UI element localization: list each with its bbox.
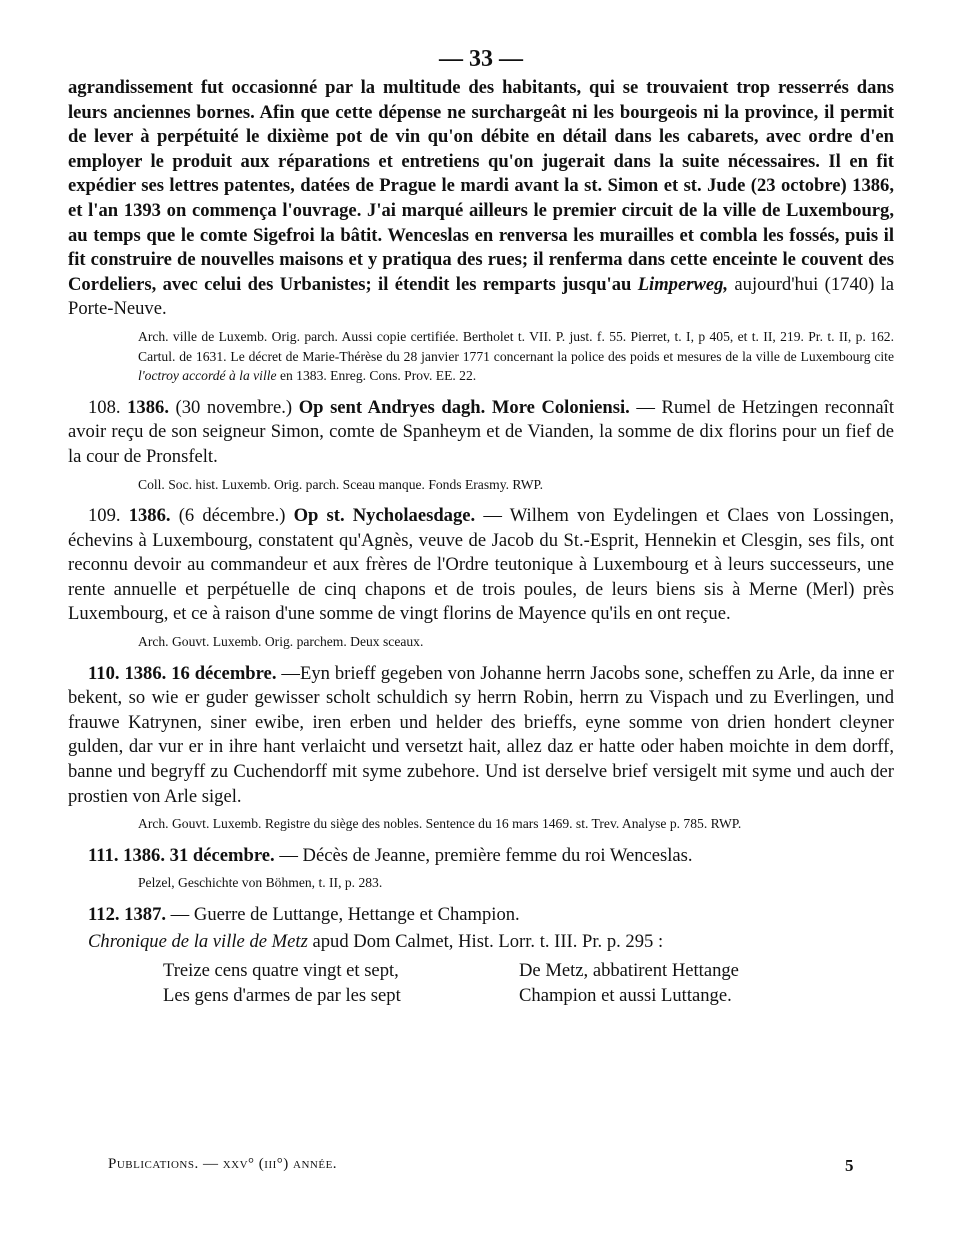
intro-tail: aujourd'hui (1740) la Porte-Neuve. — [68, 273, 894, 320]
intro-note — [68, 327, 894, 386]
entry-heading: Op st. Nycholaesdage. — [293, 505, 476, 527]
entry-112 — [68, 903, 894, 928]
intro-paragraph — [68, 76, 894, 322]
entry-111 — [68, 844, 894, 893]
entry-number: 108. — [88, 396, 121, 418]
entry-note: Coll. Soc. hist. Luxemb. Orig. parch. Sceau manque. Fonds Erasmy. RWP. — [138, 476, 543, 492]
chronicle-title: Chronique de la ville de Metz — [88, 930, 308, 952]
entry-heading: Op sent Andryes dagh. More Coloniensi. — [298, 396, 630, 418]
entry-date: 16 décembre. — [171, 662, 277, 684]
intro-note-text: Arch. ville de Luxemb. Orig. parch. Aussi copie certifiée. Bertholet t. VII. P. just. f. 55. Pierret, t. I, p 405, et t. II, 219. Pr. t. II, p. 162. Cartul. de 1631. Le décret de Marie-Thérèse du 28 janvier 1771 concernant la police des poids et mesures de la ville de Luxembourg cite — [138, 328, 894, 364]
entry-text: — Wilhem von Eydelingen et Claes von Lossingen, échevins à Luxembourg, constatent qu'Agnès, veuve de Jacob du St.-Esprit, Hennekin et Clesgin, ses fils, ont reconnu devoir au commandeur et aux frères de l'Ordre teutonique à Luxembourg et à leurs successeurs, une rente annuelle et perpétuelle de cinq chapons et de trois poules, de leurs biens sis à Merne (Merl) près Luxembourg, et ce à raison d'une somme de vingt florins de Mayence qu'ils en ont reçue. — [68, 505, 895, 625]
verse-left-column — [163, 958, 519, 1008]
entry-paragraph — [68, 662, 894, 810]
verse-line: Champion et aussi Luttange. — [519, 985, 732, 1007]
entry-paragraph — [68, 396, 894, 470]
entry-number: 112. — [88, 904, 120, 925]
entry-year: 1386. — [128, 505, 171, 527]
entry-year: 1386. — [127, 396, 169, 418]
entry-date: 31 décembre. — [169, 844, 275, 866]
intro-note-italic: l'octroy accordé à la ville — [138, 368, 277, 384]
intro-text: J'ai marqué ailleurs le premier circuit de la ville de Luxembourg, au temps que le comte Sigefroi la bâtit. Wenceslas en renversa les murailles et combla les fossés, puis il fit construire de nouvelles maisons et y pratiqua des rues; il renferma dans cette enceinte le couvent des Cordeliers, avec celui des Urbanistes; il étendit les remparts jusqu'au — [68, 199, 894, 295]
entry-date: (6 décembre.) — [178, 505, 286, 527]
entry-108 — [68, 396, 894, 494]
entry-year: 1386. — [124, 662, 167, 684]
intro-note-tail: en 1383. Enreg. Cons. Prov. EE. 22. — [279, 368, 477, 384]
entry-number: 110. — [88, 662, 120, 684]
entry-paragraph — [68, 844, 894, 869]
entry-number: 109. — [88, 505, 121, 527]
entry-date: (30 novembre.) — [175, 396, 293, 418]
entry-110 — [68, 662, 894, 834]
entry-text: — Rumel de Hetzingen reconnaît avoir reçu de son seigneur Simon, comte de Spanheym et de Vianden, la somme de dix florins pour un fief de la cour de Pronsfelt. — [68, 396, 894, 467]
entry-paragraph — [68, 903, 894, 928]
entry-note: Arch. Gouvt. Luxemb. Orig. parchem. Deux sceaux. — [138, 634, 424, 650]
verse-line: De Metz, abbatirent Hettange — [519, 960, 739, 982]
entry-year: 1386. — [123, 844, 165, 866]
chronicle-text: apud Dom Calmet, Hist. Lorr. t. III. Pr. p. 295 : — [312, 930, 664, 952]
verse-block — [163, 958, 894, 1008]
entry-text: — Guerre de Luttange, Hettange et Champion. — [170, 904, 520, 925]
entry-year: 1387. — [124, 904, 167, 925]
entry-note: Arch. Gouvt. Luxemb. Registre du siège des nobles. Sentence du 16 mars 1469. st. Trev. Analyse p. 785. RWP. — [138, 816, 742, 832]
entry-number: 111. — [88, 844, 119, 866]
intro-italic-word: Limperweg, — [637, 273, 729, 295]
entry-note: Pelzel, Geschichte von Böhmen, t. II, p. 283. — [138, 875, 383, 891]
entry-text: — Décès de Jeanne, première femme du roi Wenceslas. — [279, 844, 693, 866]
page-footer — [108, 1156, 854, 1176]
verse-line: Treize cens quatre vingt et sept, — [163, 960, 399, 982]
entry-109 — [68, 504, 894, 652]
entry-text: —Eyn brieff gegeben von Johanne herrn Jacobs sone, scheffen zu Arle, da inne er bekent, so wie er guder gewisser scholt schuldich sy herrn Robin, herrn zu Vispach und zu Everlingen, und frauwe Katrynen, siner ewibe, iren erben und helder des brieffs, eyne somme von drien hondert cleyner gulden, dar vur er in ihre hant verlaicht und versetzt hait, allez daz er hatte oder haben moichte in dem dorff, banne und begryff zu Cuchendorff mit syme zubehore. Und ist derselve brief versigelt mit syme und auch der prostien von Arle sigel. — [68, 662, 894, 807]
document-page — [68, 42, 894, 1008]
chronicle-citation — [68, 930, 894, 955]
entry-paragraph — [68, 504, 894, 627]
intro-bold-text: agrandissement fut occasionné par la multitude des habitants, qui se trouvaient trop resserrés dans leurs anciennes bornes. Afin que cette dépense ne surchargeât ni les bourgeois ni la province, il permit de lever à perpétuité le dixième pot de vin qu'on débite en détail dans les cabarets, avec ordre d'en employer le produit aux réparations et entretiens qu'on jugerait dans la suite nécessaires. Il en fit expédier ses lettres patentes, datées de Prague le mardi avant la st. Simon et st. Jude (23 octobre) 1386, et l'an 1393 on commença l'ouvrage. — [68, 77, 894, 221]
footer-signature: 5 — [845, 1156, 854, 1175]
verse-right-column — [519, 958, 875, 1008]
page-number: — 33 — — [439, 46, 523, 72]
footer-publication: Publications. — xxv° (iii°) année. — [108, 1156, 338, 1172]
verse-line: Les gens d'armes de par les sept — [163, 985, 401, 1007]
